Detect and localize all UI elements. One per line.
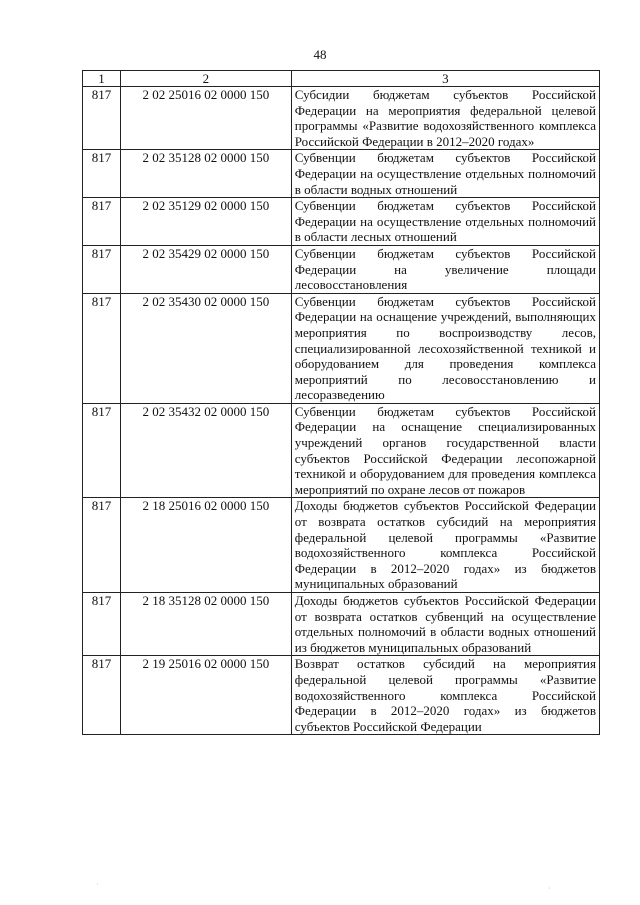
description-cell: Возврат остатков субсидий на мероприятия федеральной целевой программы «Развитие водохозяйственного комплекса Российской Федерации в 2012–2020 годах» из бюджетов субъектов Российской Федерации	[291, 656, 599, 735]
table-row	[83, 293, 600, 403]
description-cell: Субвенции бюджетам субъектов Российской Федерации на увеличение площади лесовосстановления	[291, 245, 599, 293]
admin-code-cell: 817	[83, 150, 121, 198]
revenue-code-cell: 2 02 35128 02 0000 150	[120, 150, 291, 198]
scan-speck: ·	[548, 884, 551, 893]
column-header-3: 3	[291, 71, 599, 87]
table-row	[83, 498, 600, 593]
scan-speck: ·	[96, 880, 99, 889]
revenue-code-cell: 2 02 25016 02 0000 150	[120, 87, 291, 150]
revenue-code-cell: 2 02 35430 02 0000 150	[120, 293, 291, 403]
page-number: 48	[313, 47, 327, 62]
admin-code-cell: 817	[83, 498, 121, 593]
admin-code-cell: 817	[83, 198, 121, 246]
revenue-code-cell: 2 02 35432 02 0000 150	[120, 403, 291, 498]
revenue-code-cell: 2 02 35129 02 0000 150	[120, 198, 291, 246]
table-row	[83, 87, 600, 150]
admin-code-cell: 817	[83, 656, 121, 735]
table-row	[83, 403, 600, 498]
admin-code-cell: 817	[83, 245, 121, 293]
revenue-code-cell: 2 19 25016 02 0000 150	[120, 656, 291, 735]
table-row	[83, 245, 600, 293]
budget-codes-table	[82, 70, 600, 735]
revenue-code-cell: 2 02 35429 02 0000 150	[120, 245, 291, 293]
table-row	[83, 150, 600, 198]
admin-code-cell: 817	[83, 593, 121, 656]
column-header-2: 2	[120, 71, 291, 87]
column-header-1: 1	[83, 71, 121, 87]
table-header-row	[83, 71, 600, 87]
description-cell: Субвенции бюджетам субъектов Российской Федерации на осуществление отдельных полномочий в области лесных отношений	[291, 198, 599, 246]
table-row	[83, 656, 600, 735]
admin-code-cell: 817	[83, 403, 121, 498]
admin-code-cell: 817	[83, 87, 121, 150]
table-row	[83, 198, 600, 246]
description-cell: Субвенции бюджетам субъектов Российской Федерации на оснащение учреждений, выполняющих мероприятия по воспроизводству лесов, специализированной лесохозяйственной техникой и оборудованием для проведения комплекса мероприятий по лесовосстановлению и лесоразведению	[291, 293, 599, 403]
revenue-code-cell: 2 18 25016 02 0000 150	[120, 498, 291, 593]
revenue-code-cell: 2 18 35128 02 0000 150	[120, 593, 291, 656]
description-cell: Субвенции бюджетам субъектов Российской Федерации на оснащение специализированных учреждений органов государственной власти субъектов Российской Федерации лесопожарной техникой и оборудованием для проведения комплекса мероприятий по охране лесов от пожаров	[291, 403, 599, 498]
table-row	[83, 593, 600, 656]
description-cell: Доходы бюджетов субъектов Российской Федерации от возврата остатков субвенций на осуществление отдельных полномочий в области водных отношений из бюджетов муниципальных образований	[291, 593, 599, 656]
admin-code-cell: 817	[83, 293, 121, 403]
description-cell: Субвенции бюджетам субъектов Российской Федерации на осуществление отдельных полномочий в области водных отношений	[291, 150, 599, 198]
description-cell: Субсидии бюджетам субъектов Российской Федерации на мероприятия федеральной целевой программы «Развитие водохозяйственного комплекса Российской Федерации в 2012–2020 годах»	[291, 87, 599, 150]
description-cell: Доходы бюджетов субъектов Российской Федерации от возврата остатков субсидий на мероприятия федеральной целевой программы «Развитие водохозяйственного комплекса Российской Федерации в 2012–2020 годах» из бюджетов муниципальных образований	[291, 498, 599, 593]
